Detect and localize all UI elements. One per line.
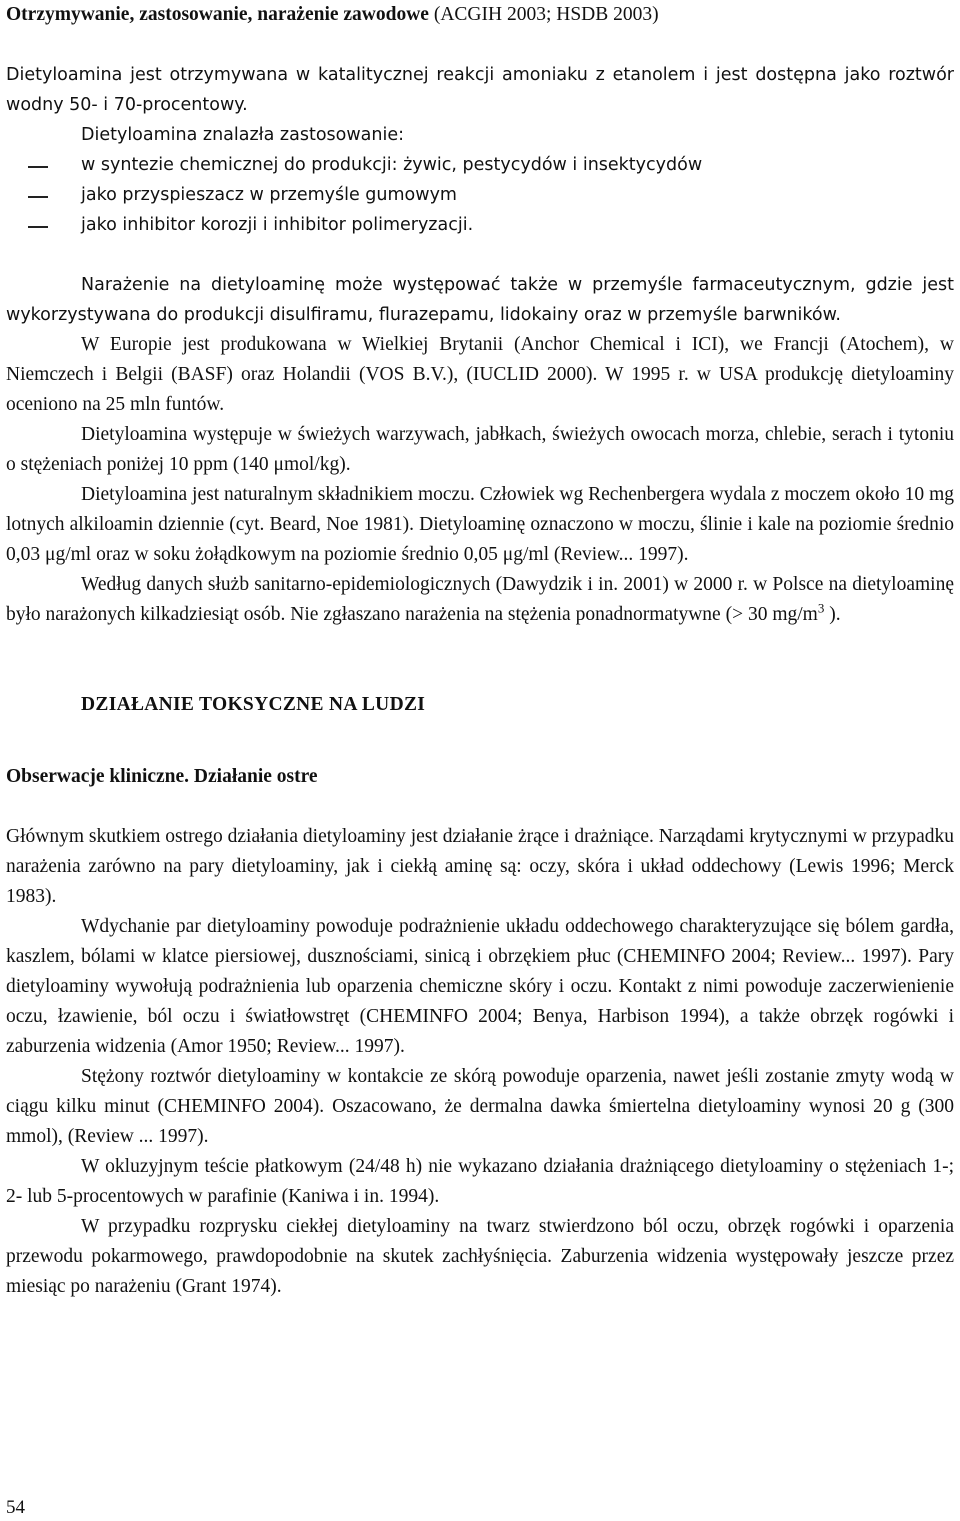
section-heading: DZIAŁANIE TOKSYCZNE NA LUDZI — [81, 694, 426, 715]
paragraph-patch-test: W okluzyjnym teście płatkowym (24/48 h) nie wykazano działania drażniącego dietyloaminy o stężeniach 1-; 2- lub 5-procentowych w parafinie (Kaniwa i in. 1994). — [6, 1156, 954, 1207]
list-item: jako przyspieszacz w przemyśle gumowym — [81, 180, 954, 210]
superscript-3: 3 — [817, 600, 825, 616]
document-page — [6, 0, 954, 1302]
subsection-heading: Obserwacje kliniczne. Działanie ostre — [6, 766, 318, 787]
list-item: w syntezie chemicznej do produkcji: żywic, pestycydów i insektycydów — [81, 150, 954, 180]
paragraph-occurrence: Dietyloamina występuje w świeżych warzywach, jabłkach, świeżych owocach morza, chlebie, serach i tytoniu o stężeniach poniżej 10 ppm (140 μmol/kg). — [6, 424, 954, 475]
paragraph-poland — [6, 570, 954, 630]
paragraph-poland-end: ). — [824, 604, 841, 625]
list-item: jako inhibitor korozji i inhibitor polimeryzacji. — [81, 210, 954, 240]
paragraph-main-effect: Głównym skutkiem ostrego działania dietyloaminy jest działanie żrące i drażniące. Narządami krytycznymi w przypadku narażenia zarówno na pary dietyloaminy, jak i ciekłą aminę są: oczy, skóra i układ oddechowy (Lewis 1996; Merck 1983). — [6, 826, 954, 907]
paragraph-skin: Stężony roztwór dietyloaminy w kontakcie ze skórą powoduje oparzenia, nawet jeśli zostanie zmyty wodą w ciągu kilku minut (CHEMINFO 2004). Oszacowano, że dermalna dawka śmiertelna dietyloaminy wynosi 20 g (300 mmol), (Review ... 1997). — [6, 1066, 954, 1147]
paragraph-europe: W Europie jest produkowana w Wielkiej Brytanii (Anchor Chemical i ICI), we Francji (Atochem), w Niemczech i Belgii (BASF) oraz Holandii (VOS B.V.), (IUCLID 2000). W 1995 r. w USA produkcję dietyloaminy oceniono na 25 mln funtów. — [6, 334, 954, 415]
paragraph-uses-intro: Dietyloamina znalazła zastosowanie: — [81, 125, 405, 145]
paragraph-production: Dietyloamina jest otrzymywana w katalitycznej reakcji amoniaku z etanolem i jest dostępna jako roztwór wodny 50- i 70-procentowy. — [6, 65, 954, 115]
section-title-source: (ACGIH 2003; HSDB 2003) — [428, 4, 659, 25]
paragraph-exposure: Narażenie na dietyloaminę może występować także w przemyśle farmaceutycznym, gdzie jest wykorzystywana do produkcji disulfiramu, flurazepamu, lidokainy oraz w przemyśle barwników. — [6, 275, 954, 325]
paragraph-urine: Dietyloamina jest naturalnym składnikiem moczu. Człowiek wg Rechenbergera wydala z moczem około 10 mg lotnych alkiloamin dziennie (cyt. Beard, Noe 1981). Dietyloaminę oznaczono w moczu, ślinie i kale na poziomie średnio 0,03 μg/ml oraz w soku żołądkowym na poziomie średnio 0,05 μg/ml (Review... 1997). — [6, 484, 954, 565]
section-title-text: Otrzymywanie, zastosowanie, narażenie zawodowe — [6, 4, 429, 25]
paragraph-poland-text: Według danych służb sanitarno-epidemiologicznych (Dawydzik i in. 2001) w 2000 r. w Polsce na dietyloaminę było narażonych kilkadziesiąt osób. Nie zgłaszano narażenia na stężenia ponadnormatywne (> 30 mg/m — [6, 574, 954, 625]
section-title — [6, 0, 954, 30]
page-number: 54 — [6, 1497, 25, 1518]
paragraph-splash: W przypadku rozprysku ciekłej dietyloaminy na twarz stwierdzono ból oczu, obrzęk rogówki i oparzenia przewodu pokarmowego, prawdopodobnie na skutek zachłyśnięcia. Zaburzenia widzenia występowały jeszcze przez miesiąc po narażeniu (Grant 1974). — [6, 1216, 954, 1297]
paragraph-inhalation: Wdychanie par dietyloaminy powoduje podrażnienie układu oddechowego charakteryzujące się bólem gardła, kaszlem, bólami w klatce piersiowej, dusznościami, sinicą i obrzękiem płuc (CHEMINFO 2004; Review... 1997). Pary dietyloaminy wywołują podrażnienia lub oparzenia chemiczne skóry i oczu. Kontakt z nimi powoduje zaczerwienienie oczu, łzawienie, ból oczu i światłowstręt (CHEMINFO 2004; Benya, Harbison 1994), a także obrzęk rogówki i zaburzenia widzenia (Amor 1950; Review... 1997). — [6, 916, 954, 1057]
uses-list — [6, 150, 954, 240]
